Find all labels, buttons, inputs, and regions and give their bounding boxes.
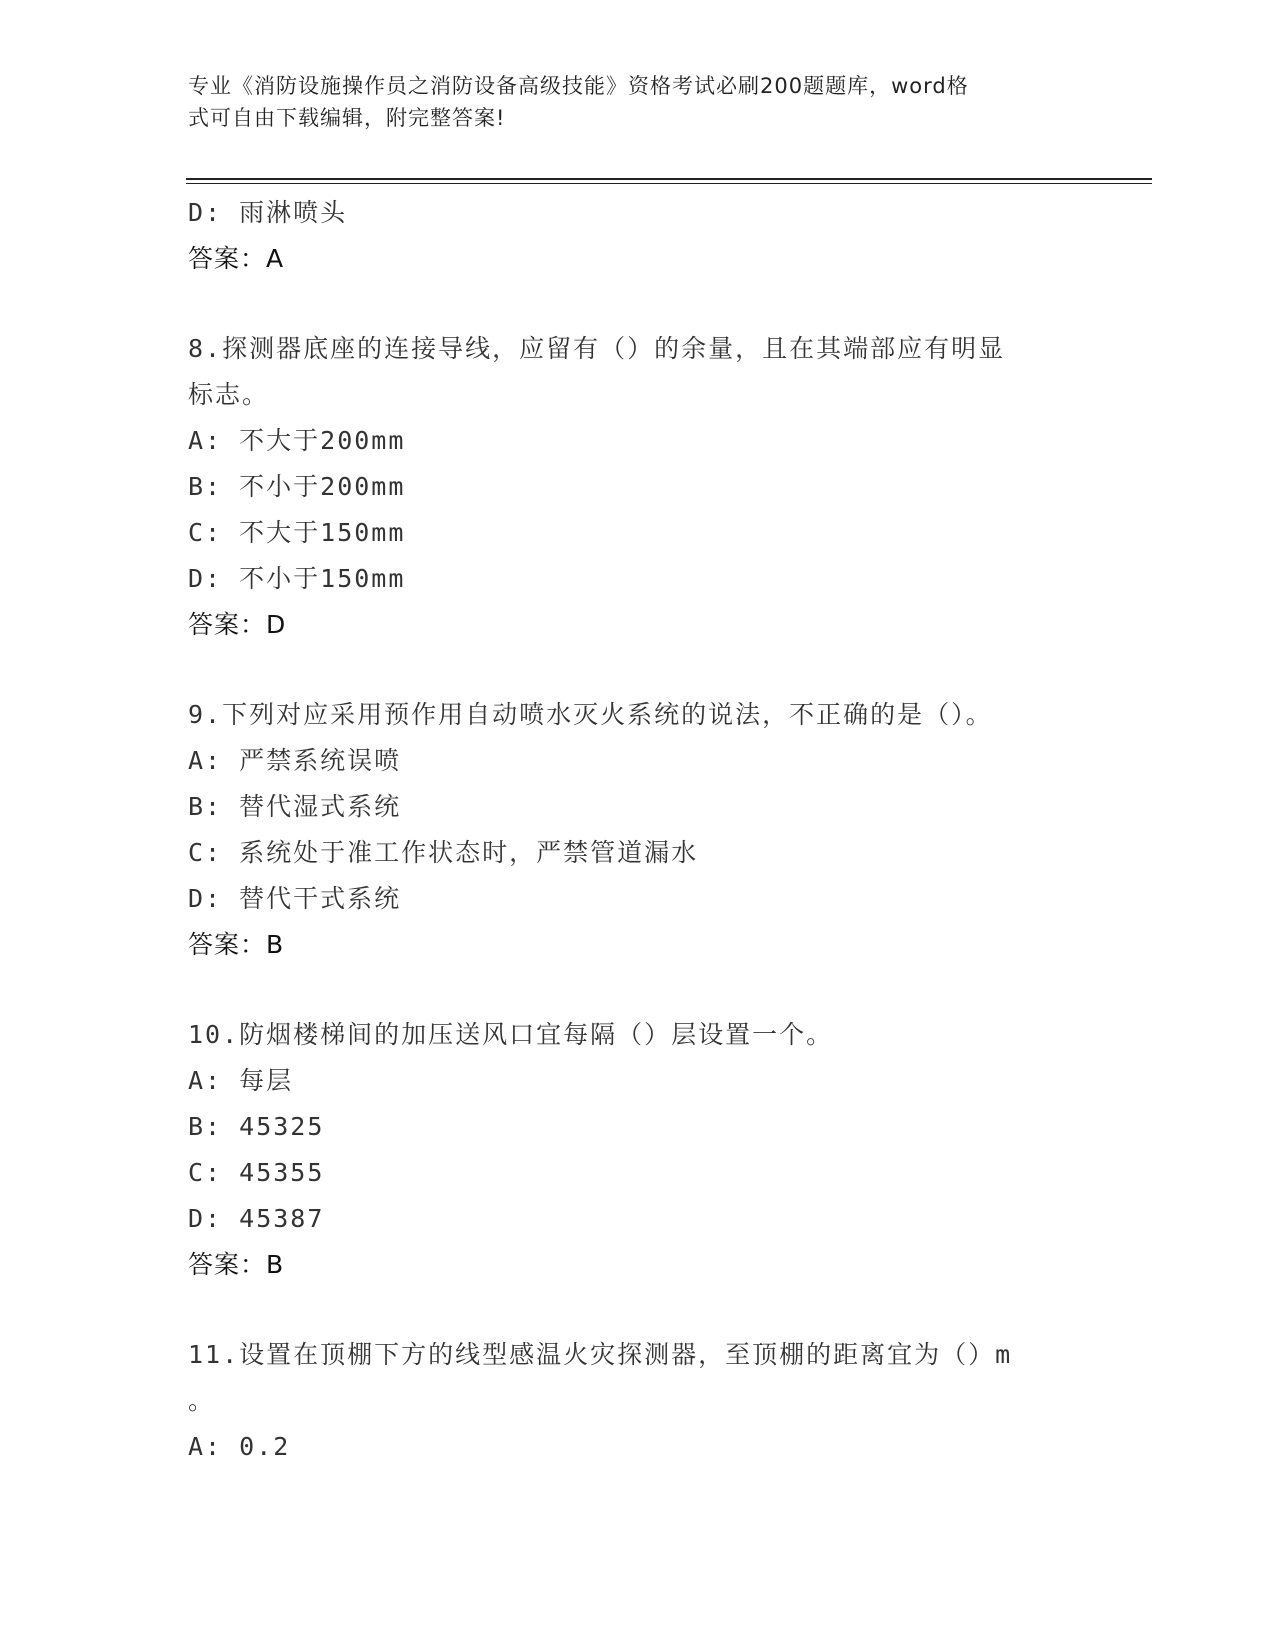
- question-text-cont: 标志。: [188, 380, 270, 409]
- question-9: [188, 692, 1088, 968]
- question-10: [188, 1012, 1088, 1288]
- option-b: B: 45325: [188, 1112, 325, 1141]
- header-line-2: 式可自由下载编辑，附完整答案!: [188, 106, 506, 130]
- answer-line: 答案：B: [188, 930, 285, 959]
- header-divider-thick: [186, 178, 1152, 180]
- option-a: A: 严禁系统误喷: [188, 746, 402, 775]
- option-c: C: 45355: [188, 1158, 325, 1187]
- option-b: B: 不小于200mm: [188, 472, 406, 501]
- question-8: [188, 326, 1088, 648]
- question-11: [188, 1332, 1088, 1470]
- option-c: C: 系统处于准工作状态时，严禁管道漏水: [188, 838, 699, 867]
- answer-line: 答案：D: [188, 610, 287, 639]
- question-text: 9.下列对应采用预作用自动喷水灭火系统的说法，不正确的是（）。: [188, 700, 993, 729]
- document-header: [188, 70, 1088, 134]
- option-d: D: 雨淋喷头: [188, 198, 348, 227]
- option-c: C: 不大于150mm: [188, 518, 406, 547]
- option-d: D: 不小于150mm: [188, 564, 406, 593]
- option-a: A: 不大于200mm: [188, 426, 406, 455]
- option-d: D: 替代干式系统: [188, 884, 402, 913]
- header-line-1: 专业《消防设施操作员之消防设备高级技能》资格考试必刷200题题库，word格: [188, 74, 969, 98]
- question-text: 8.探测器底座的连接导线，应留有（）的余量，且在其端部应有明显: [188, 334, 1006, 363]
- question-list: [188, 190, 1088, 1470]
- option-b: B: 替代湿式系统: [188, 792, 402, 821]
- answer-line: 答案：B: [188, 1250, 285, 1279]
- answer-line: 答案：A: [188, 244, 285, 273]
- question-text: 11.设置在顶棚下方的线型感温火灾探测器，至顶棚的距离宜为（）m: [188, 1340, 1013, 1369]
- question-text: 10.防烟楼梯间的加压送风口宜每隔（）层设置一个。: [188, 1020, 834, 1049]
- option-d: D: 45387: [188, 1204, 325, 1233]
- option-a: A: 0.2: [188, 1432, 291, 1461]
- question-text-cont: 。: [188, 1386, 216, 1415]
- header-divider-thin: [186, 183, 1152, 184]
- previous-question-tail: [188, 190, 1088, 282]
- option-a: A: 每层: [188, 1066, 294, 1095]
